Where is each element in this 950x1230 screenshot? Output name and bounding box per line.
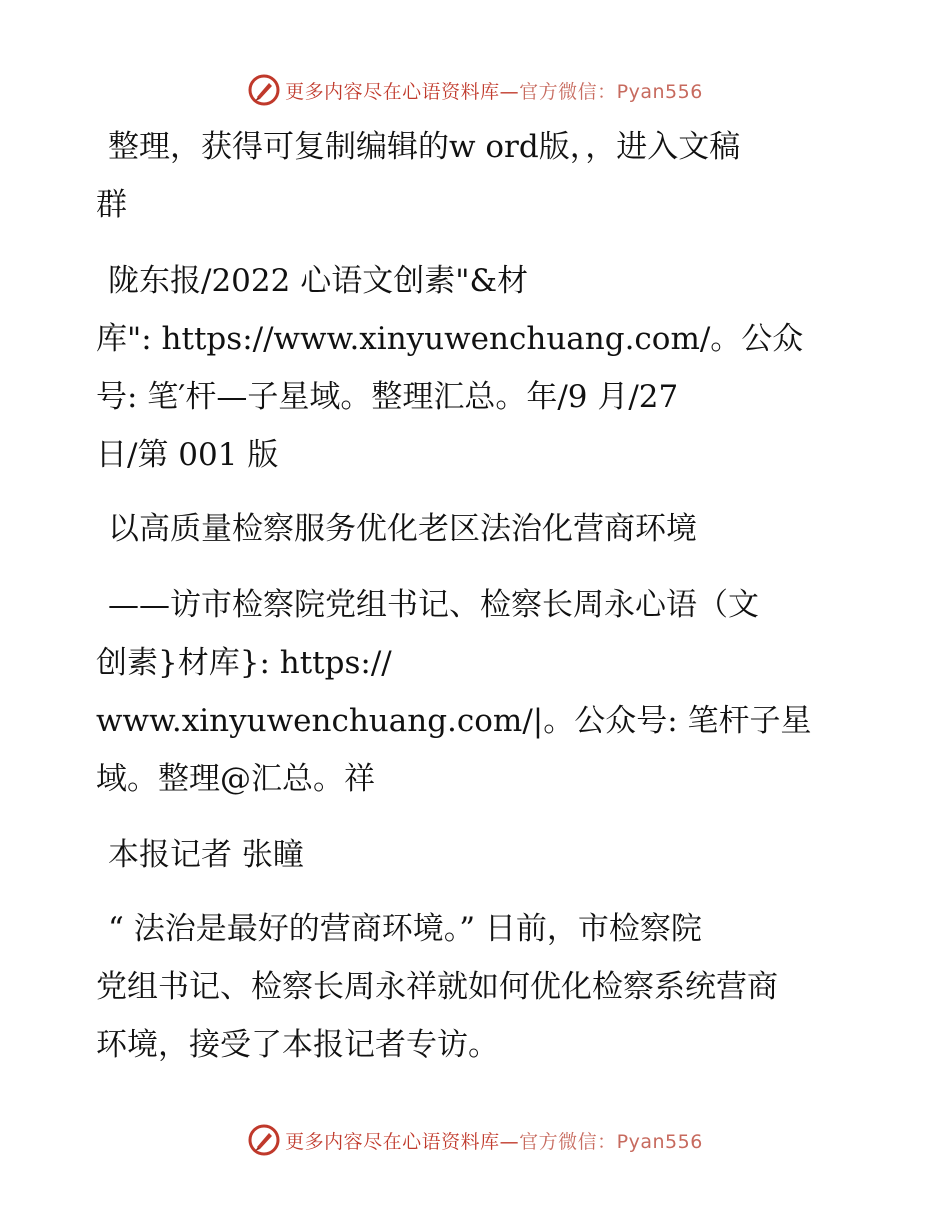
text-line: 号: 笔′杆—子星域。整理汇总。年/9 月/27: [96, 379, 679, 415]
source-paragraph: [96, 252, 856, 484]
text-line: 党组书记、检察长周永祥就如何优化检察系统营商: [96, 969, 778, 1005]
banner-library-text: 更多内容尽在心语资料库—: [285, 80, 520, 103]
article-title: [96, 500, 856, 558]
banner-text: [285, 1127, 703, 1154]
header-banner: [0, 70, 950, 110]
text-line: 库": https://www.xinyuwenchuang.com/。公众: [96, 321, 804, 357]
text-line: 整理，获得可复制编辑的w ord版，，进入文稿: [108, 129, 741, 165]
text-line: 本报记者 张瞳: [108, 837, 304, 873]
byline: [96, 826, 856, 884]
text-line: www.xinyuwenchuang.com/|。公众号: 笔杆子星: [96, 703, 812, 739]
footer-banner: [0, 1120, 950, 1160]
text-line: 环境，接受了本报记者专访。: [96, 1027, 499, 1063]
text-line: 域。整理@汇总。祥: [96, 761, 375, 797]
text-line: 创素}材库}: https://: [96, 645, 392, 681]
banner-text: [285, 77, 703, 104]
text-line: 以高质量检察服务优化老区法治化营商环境: [108, 511, 697, 547]
text-line: 群: [96, 187, 127, 223]
text-line: 日/第 001 版: [96, 437, 279, 473]
banner-wechat-text: 官方微信：Pyan556: [519, 1130, 703, 1153]
text-line: “ 法治是最好的营商环境。” 日前，市检察院: [108, 911, 702, 947]
text-line: 陇东报/2022 心语文创素"&材: [108, 263, 529, 299]
brush-logo-icon: [247, 73, 281, 107]
body-paragraph: [96, 900, 856, 1074]
brush-logo-icon: [247, 1123, 281, 1157]
intro-paragraph: [96, 118, 856, 234]
article-subtitle: [96, 576, 856, 808]
banner-wechat-text: 官方微信：Pyan556: [519, 80, 703, 103]
text-line: ——访市检察院党组书记、检察长周永心语（文: [108, 587, 759, 623]
banner-library-text: 更多内容尽在心语资料库—: [285, 1130, 520, 1153]
